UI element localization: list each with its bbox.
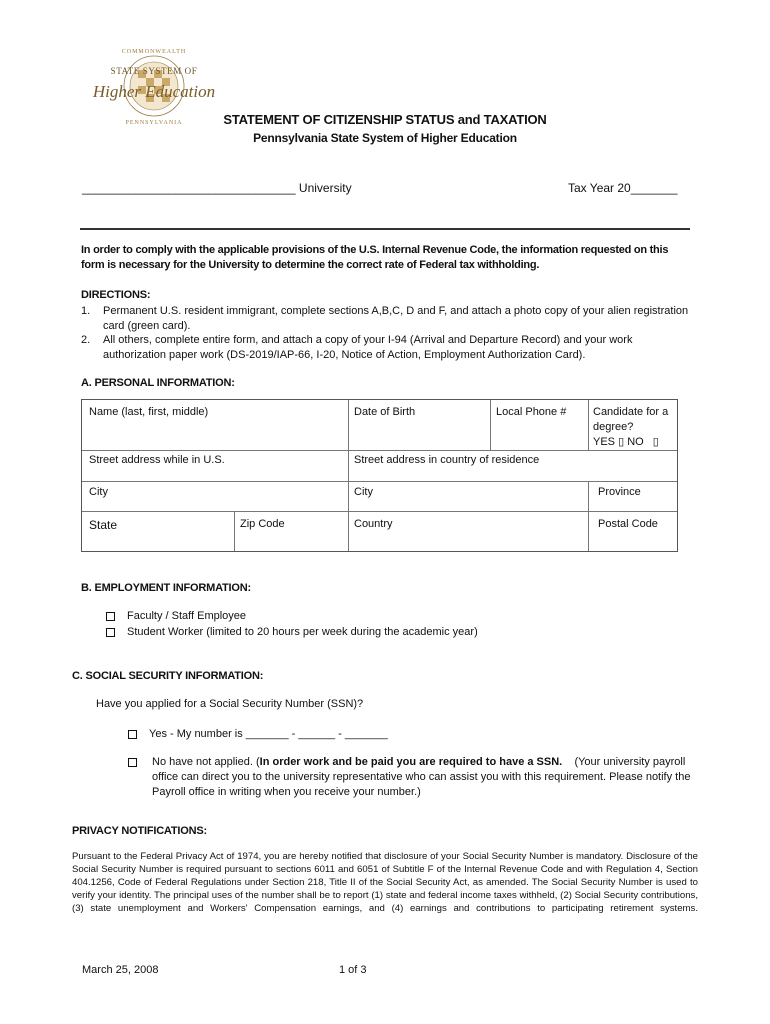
logo-arc-bottom: PENNSYLVANIA xyxy=(125,120,183,126)
logo-line1: STATE SYSTEM OF xyxy=(110,66,198,76)
candidate-no-checkbox[interactable]: ▯ xyxy=(652,436,659,448)
country-label: Country xyxy=(354,518,393,530)
section-a-heading: A. PERSONAL INFORMATION: xyxy=(81,377,235,389)
ssn-no-required: In order work and be paid you are required to have a SSN. xyxy=(259,756,563,768)
table-divider xyxy=(588,400,589,450)
postal-label: Postal Code xyxy=(598,518,658,530)
footer-date: March 25, 2008 xyxy=(82,964,159,976)
personal-information-table xyxy=(81,399,678,552)
dob-label: Date of Birth xyxy=(354,406,416,418)
candidate-yes-label: YES xyxy=(593,436,616,448)
table-divider xyxy=(348,400,349,551)
tax-year-field[interactable]: Tax Year 20_______ xyxy=(568,181,678,195)
city-home-field[interactable] xyxy=(354,485,373,500)
state-label: State xyxy=(89,518,118,532)
direction-number: 1. xyxy=(81,305,91,317)
ssn-no-option[interactable] xyxy=(128,755,700,800)
intro-paragraph: In order to comply with the applicable provisions of the U.S. Internal Revenue Code, the information requested on this form is necessary for the University to determine the correct rate of Federal tax withholding. xyxy=(81,244,669,271)
street-address-home-field[interactable] xyxy=(354,453,539,468)
form-title: STATEMENT OF CITIZENSHIP STATUS and TAXATION xyxy=(223,112,547,127)
section-c-heading: C. SOCIAL SECURITY INFORMATION: xyxy=(72,670,264,682)
directions-heading: DIRECTIONS: xyxy=(81,289,151,301)
table-divider xyxy=(234,511,235,551)
ssn-yes-option[interactable] xyxy=(128,728,388,740)
candidate-label: Candidate for a degree? xyxy=(593,406,669,433)
faculty-staff-checkbox[interactable] xyxy=(106,612,115,621)
student-worker-label: Student Worker (limited to 20 hours per week during the academic year) xyxy=(127,626,478,638)
ssn-no-text xyxy=(152,755,700,800)
privacy-paragraph: Pursuant to the Federal Privacy Act of 1974, you are hereby notified that disclosure of your Social Security Number is mandatory. Disclosure of the Social Security Number is required pursuant to sections 6011 and 6051 of Subtitle F of the Internal Revenue Code and with Regulation 4, Section 404.1256, Code of Federal Regulations under Section 218, Title II of the Social Security Act, as amended. The Social Security Number is used to verify your identity. The principal uses of the number shall be to report (1) state and federal income taxes withheld, (2) Social Security contributions, (3) state unemployment and Workers' Compensation earnings, and (4) earnings and contributions to participating retirement systems. xyxy=(72,851,698,914)
phone-label: Local Phone # xyxy=(496,406,567,418)
privacy-heading: PRIVACY NOTIFICATIONS: xyxy=(72,825,207,837)
province-label: Province xyxy=(598,486,641,498)
footer-page-number: 1 of 3 xyxy=(339,964,367,976)
ssn-no-checkbox[interactable] xyxy=(128,758,137,767)
postal-code-field[interactable] xyxy=(598,517,658,532)
local-phone-field[interactable] xyxy=(496,405,566,420)
date-of-birth-field[interactable] xyxy=(354,405,415,420)
option-faculty-staff[interactable] xyxy=(106,610,246,622)
direction-text: All others, complete entire form, and attach a copy of your I-94 (Arrival and Departure Record) and your work authorization paper work (DS-2019/IAP-66, I-20, Notice of Action, Employment Authorization Card). xyxy=(103,334,633,361)
zip-code-field[interactable] xyxy=(240,517,285,532)
ssn-yes-checkbox[interactable] xyxy=(128,730,137,739)
city-home-label: City xyxy=(354,486,373,498)
direction-item-2 xyxy=(81,333,693,363)
student-worker-checkbox[interactable] xyxy=(106,628,115,637)
candidate-degree-field xyxy=(593,405,675,450)
city-us-label: City xyxy=(89,486,108,498)
street-us-label: Street address while in U.S. xyxy=(89,454,225,466)
street-address-us-field[interactable] xyxy=(89,453,225,468)
direction-number: 2. xyxy=(81,334,91,346)
direction-item-1 xyxy=(81,304,693,334)
university-field[interactable]: ________________________________ University xyxy=(82,181,352,195)
ssn-question: Have you applied for a Social Security Number (SSN)? xyxy=(96,698,364,710)
state-field[interactable] xyxy=(89,518,117,533)
country-field[interactable] xyxy=(354,517,393,532)
candidate-no-label: NO xyxy=(627,436,644,448)
section-b-heading: B. EMPLOYMENT INFORMATION: xyxy=(81,582,251,594)
table-divider xyxy=(490,400,491,450)
ssn-yes-label: Yes - My number is _______ - ______ - _______ xyxy=(149,728,388,740)
name-label: Name (last, first, middle) xyxy=(89,406,209,418)
logo-arc-top: COMMONWEALTH xyxy=(121,49,187,55)
ssn-no-lead: No have not applied. ( xyxy=(152,756,260,768)
ssn-no-rest: (Your university payroll office can direct you to the university representative who can assist you with this requirement. Please notify the Payroll office in writing when you receive your number.) xyxy=(152,756,694,798)
name-field[interactable] xyxy=(89,405,208,420)
header-divider xyxy=(80,228,690,230)
faculty-staff-label: Faculty / Staff Employee xyxy=(127,610,247,622)
table-divider xyxy=(82,450,677,451)
candidate-yes-checkbox[interactable]: ▯ xyxy=(618,436,625,448)
logo-line2: Higher Education xyxy=(92,82,216,101)
zip-label: Zip Code xyxy=(240,518,285,530)
province-field[interactable] xyxy=(598,485,641,500)
street-home-label: Street address in country of residence xyxy=(354,454,540,466)
city-us-field[interactable] xyxy=(89,485,108,500)
option-student-worker[interactable] xyxy=(106,626,478,638)
form-subtitle: Pennsylvania State System of Higher Education xyxy=(253,131,517,145)
table-divider xyxy=(588,481,589,551)
direction-text: Permanent U.S. resident immigrant, complete sections A,B,C, D and F, and attach a photo copy of your alien registration card (green card). xyxy=(103,305,689,332)
